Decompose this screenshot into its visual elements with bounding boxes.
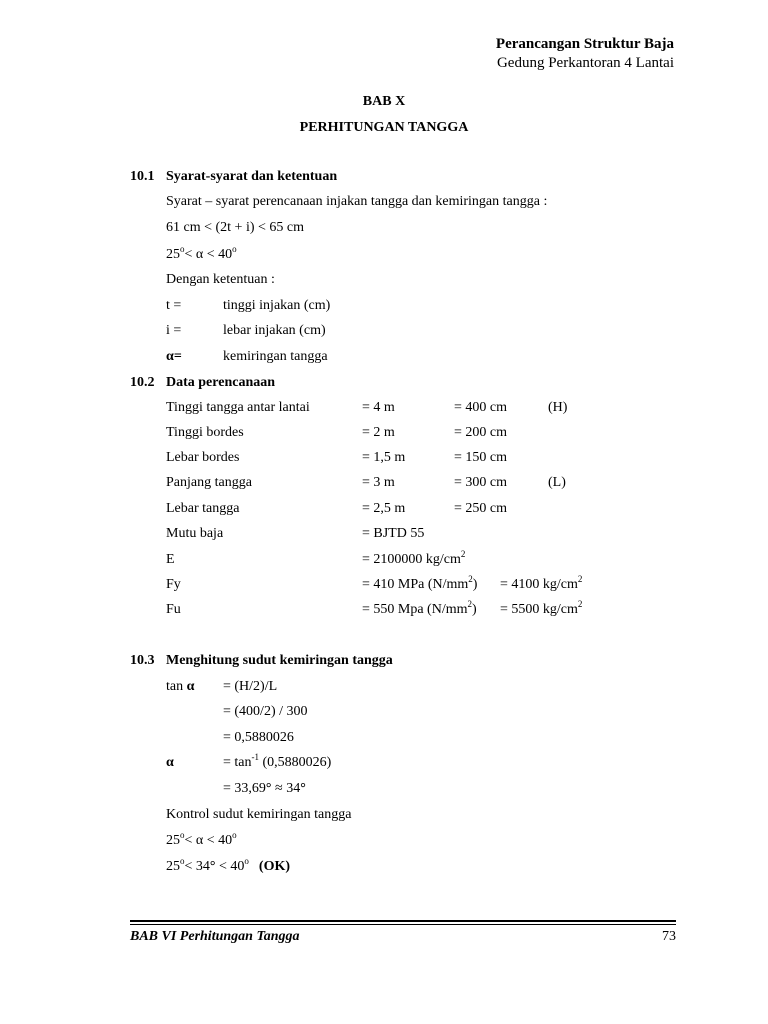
footer-rule-thin — [130, 924, 676, 925]
data-label: E — [166, 552, 175, 567]
condition-angle: $25^o< \alpha < 40^o$ — [166, 244, 237, 262]
calc-step: = (H/2)/L — [223, 679, 278, 694]
data-value-cm: = 400 cm — [454, 400, 507, 415]
def-symbol: t = — [166, 298, 182, 313]
section-number: 10.1 — [130, 169, 155, 184]
modulus-value: = 2100000 $kg/cm^2$ — [362, 549, 466, 567]
data-label: Mutu baja — [166, 526, 224, 541]
data-value-cm: = 300 cm — [454, 475, 507, 490]
data-value-m: = 3 m — [362, 475, 395, 490]
data-value-m: = 2 m — [362, 425, 395, 440]
section-number: 10.3 — [130, 653, 155, 668]
data-label: Panjang tangga — [166, 475, 252, 490]
data-label: Lebar bordes — [166, 450, 240, 465]
data-value-cm: = 150 cm — [454, 450, 507, 465]
ketentuan-label: Dengan ketentuan : — [166, 272, 275, 287]
alpha-label: α — [166, 755, 174, 770]
calc-step: = 0,5880026 — [223, 730, 294, 745]
footer-rule-thick — [130, 920, 676, 922]
header-subtitle: Gedung Perkantoran 4 Lantai — [496, 55, 674, 71]
control-condition: $25^o< \alpha < 40^o$ — [166, 830, 237, 848]
control-check: $25^o< 34^\circ < 40^o$ (OK) — [166, 856, 291, 874]
data-label: Tinggi tangga antar lantai — [166, 400, 310, 415]
footer-chapter: BAB VI Perhitungan Tangga — [130, 929, 300, 944]
data-value-cm: = 250 cm — [454, 501, 507, 516]
data-value-m: = 4 m — [362, 400, 395, 415]
data-label: Fy — [166, 577, 181, 592]
section-number: 10.2 — [130, 375, 155, 390]
data-value-m: = BJTD 55 — [362, 526, 425, 541]
chapter-number: BAB X — [362, 94, 406, 109]
section-title: Syarat-syarat dan ketentuan — [166, 169, 338, 184]
calc-result: = 33,69° ≈ 34° — [223, 781, 306, 796]
fy-value-mpa: = 410 MPa $(N/mm^2)$ — [362, 574, 478, 592]
calc-step: = (400/2) / 300 — [223, 704, 308, 719]
section-title: Menghitung sudut kemiringan tangga — [166, 653, 393, 668]
data-label: Tinggi bordes — [166, 425, 244, 440]
data-label: Lebar tangga — [166, 501, 240, 516]
fu-value-kg: = 5500 $kg/cm^2$ — [500, 599, 583, 617]
def-description: tinggi injakan (cm) — [223, 298, 331, 313]
data-note: (H) — [548, 400, 568, 415]
section-title: Data perencanaan — [166, 375, 276, 390]
data-value-m: = 2,5 m — [362, 501, 406, 516]
control-label: Kontrol sudut kemiringan tangga — [166, 807, 352, 822]
tan-label: tan α — [166, 679, 195, 694]
condition-step: 61 cm < (2t + i) < 65 cm — [166, 220, 304, 235]
ok-badge: (OK) — [258, 859, 291, 874]
data-note: (L) — [548, 475, 566, 490]
header-title: Perancangan Struktur Baja — [495, 36, 674, 52]
def-description: lebar injakan (cm) — [223, 323, 326, 338]
calc-step: = $\tan^{-1} (0,5880026)$ — [223, 752, 332, 770]
requirement-intro: Syarat – syarat perencanaan injakan tangga dan kemiringan tangga : — [166, 194, 548, 209]
fu-value-mpa: = 550 Mpa $(N/mm^2)$ — [362, 599, 477, 617]
def-description: kemiringan tangga — [223, 349, 328, 364]
fy-value-kg: = 4100 $kg/cm^2$ — [500, 574, 583, 592]
data-value-m: = 1,5 m — [362, 450, 406, 465]
def-symbol: i = — [166, 323, 182, 338]
def-symbol: α= — [166, 349, 182, 364]
chapter-title: PERHITUNGAN TANGGA — [299, 120, 469, 135]
data-label: Fu — [166, 602, 181, 617]
data-value-cm: = 200 cm — [454, 425, 507, 440]
page-number: 73 — [662, 929, 676, 944]
